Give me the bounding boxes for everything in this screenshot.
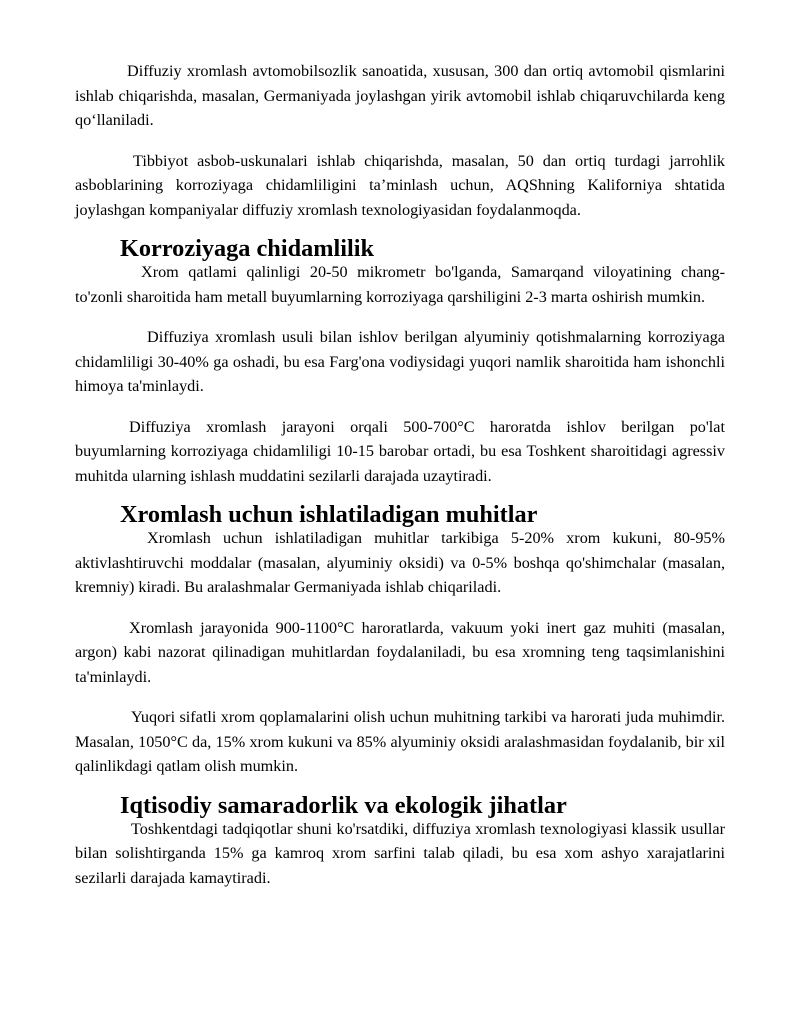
paragraph-corrosion-3: Diffuziya xromlash jarayoni orqali 500-700°C haroratda ishlov berilgan po'lat buyumlarning korroziyaga chidamliligi 10-15 barobar ortadi, bu esa Toshkent sharoitidagi agressiv muhitda ularning ishlash muddatini sezilarli darajada uzaytiradi. [75, 417, 725, 485]
paragraph-corrosion-1: Xrom qatlami qalinligi 20-50 mikrometr bo'lganda, Samarqand viloyatining chang-to'zonli sharoitida ham metall buyumlarning korroziyaga qarshiligini 2-3 marta oshirish mumkin. [75, 263, 725, 306]
paragraph-media-3: Yuqori sifatli xrom qoplamalarini olish uchun muhitning tarkibi va harorati juda muhimdir. Masalan, 1050°C da, 15% xrom kukuni va 85% alyuminiy oksidi aralashmasidan foydalanib, bir xil qalinlikdagi qatlam olish mumkin. [75, 708, 725, 775]
paragraph-media-2: Xromlash jarayonida 900-1100°C haroratlarda, vakuum yoki inert gaz muhiti (masalan, argon) kabi nazorat qilinadigan muhitlardan foydalaniladi, bu esa xromning teng taqsimlanishini ta'minlaydi. [75, 618, 725, 686]
section-heading-economics: Iqtisodiy samaradorlik va ekologik jihatlar [120, 791, 567, 819]
paragraph-economics-1: Toshkentdagi tadqiqotlar shuni ko'rsatdiki, diffuziya xromlash texnologiyasi klassik usullar bilan solishtirganda 15% ga kamroq xrom sarfini talab qiladi, bu esa xom ashyo xarajatlarini sezilarli darajada kamaytiradi. [75, 819, 725, 887]
section-heading-media: Xromlash uchun ishlatiladigan muhitlar [120, 501, 538, 528]
document-page [75, 59, 725, 890]
section-heading-corrosion: Korroziyaga chidamlilik [120, 235, 374, 262]
paragraph-automotive: Diffuziy xromlash avtomobilsozlik sanoatida, xususan, 300 dan ortiq avtomobil qismlarini ishlab chiqarishda, masalan, Germaniyada joylashgan yirik avtomobil ishlab chiqaruvchilarda keng qo‘llaniladi. [75, 62, 725, 129]
paragraph-corrosion-2: Diffuziya xromlash usuli bilan ishlov berilgan alyuminiy qotishmalarning korroziyaga chidamliligi 30-40% ga oshadi, bu esa Farg'ona vodiysidagi yuqori namlik sharoitida ham ishonchli himoya ta'minlaydi. [75, 328, 725, 395]
paragraph-media-1: Xromlash uchun ishlatiladigan muhitlar tarkibiga 5-20% xrom kukuni, 80-95% aktivlashtiruvchi moddalar (masalan, alyuminiy oksidi) va 0-5% boshqa qo'shimchalar (masalan, kremniy) kiradi. Bu aralashmalar Germaniyada ishlab chiqariladi. [75, 529, 725, 596]
paragraph-medical: Tibbiyot asbob-uskunalari ishlab chiqarishda, masalan, 50 dan ortiq turdagi jarrohlik asboblarining korroziyaga chidamliligini ta’minlash uchun, AQShning Kaliforniya shtatida joylashgan kompaniyalar diffuziy xromlash texnologiyasidan foydalanmoqda. [75, 151, 725, 219]
